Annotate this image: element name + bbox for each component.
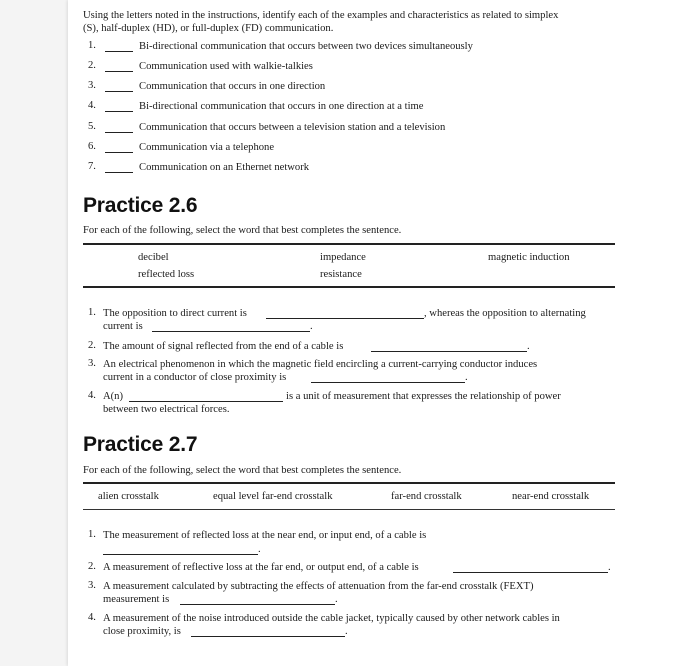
question-text: .	[608, 562, 611, 573]
section-instruction: For each of the following, select the word that best completes the sentence.	[83, 225, 402, 236]
question-number: 3.	[88, 358, 96, 369]
item-number: 5.	[88, 121, 96, 132]
question-text: The opposition to direct current is	[103, 308, 247, 319]
question-text: A(n)	[103, 391, 124, 402]
word-bank-bottom-rule	[83, 286, 615, 288]
answer-blank[interactable]	[105, 123, 133, 133]
answer-blank[interactable]	[180, 595, 335, 605]
item-number: 4.	[88, 100, 96, 111]
question-text: between two electrical forces.	[103, 404, 230, 415]
intro-line-1: Using the letters noted in the instructions, identify each of the examples and characteristics as related to simplex	[83, 10, 559, 21]
word-bank-term: decibel	[138, 252, 169, 263]
answer-blank[interactable]	[105, 82, 133, 92]
word-bank-top-rule	[83, 482, 615, 484]
word-bank-term: impedance	[320, 252, 366, 263]
question-text: An electrical phenomenon in which the magnetic field encircling a current-carrying conductor induces	[103, 359, 538, 370]
word-bank-term: resistance	[320, 269, 362, 280]
word-bank-bottom-rule	[83, 509, 615, 510]
item-number: 3.	[88, 80, 96, 91]
question-text: .	[465, 372, 468, 383]
answer-blank[interactable]	[105, 163, 133, 173]
question-text: .	[258, 544, 261, 555]
question-text: The measurement of reflected loss at the near end, or input end, of a cable is	[103, 530, 427, 541]
item-number: 2.	[88, 60, 96, 71]
question-text: .	[310, 321, 313, 332]
section-title-practice-2-6: Practice 2.6	[83, 194, 198, 217]
answer-blank[interactable]	[453, 563, 608, 573]
question-text: is a unit of measurement that expresses the relationship of power	[286, 391, 561, 402]
word-bank-term: reflected loss	[138, 269, 195, 280]
answer-blank[interactable]	[152, 322, 310, 332]
question-text: .	[345, 626, 348, 637]
word-bank-term: alien crosstalk	[98, 491, 159, 502]
question-text: measurement is	[103, 594, 170, 605]
section-title-practice-2-7: Practice 2.7	[83, 433, 198, 456]
answer-blank[interactable]	[105, 143, 133, 153]
section-instruction: For each of the following, select the word that best completes the sentence.	[83, 465, 402, 476]
question-text: A measurement of reflective loss at the far end, or output end, of a cable is	[103, 562, 419, 573]
question-text: , whereas the opposition to alternating	[424, 308, 586, 319]
word-bank-term: near-end crosstalk	[512, 491, 590, 502]
answer-blank[interactable]	[105, 62, 133, 72]
answer-blank[interactable]	[105, 102, 133, 112]
item-text: Communication via a telephone	[139, 142, 275, 153]
answer-blank[interactable]	[103, 545, 258, 555]
item-text: Bi-directional communication that occurs between two devices simultaneously	[139, 41, 473, 52]
question-number: 2.	[88, 561, 96, 572]
answer-blank[interactable]	[191, 627, 345, 637]
question-text: A measurement of the noise introduced outside the cable jacket, typically caused by other network cables in	[103, 613, 560, 624]
answer-blank[interactable]	[266, 309, 424, 319]
answer-blank[interactable]	[105, 42, 133, 52]
answer-blank[interactable]	[371, 342, 527, 352]
question-number: 2.	[88, 340, 96, 351]
item-text: Communication used with walkie-talkies	[139, 61, 313, 72]
item-text: Communication that occurs between a television station and a television	[139, 122, 446, 133]
question-number: 1.	[88, 529, 96, 540]
item-text: Bi-directional communication that occurs in one direction at a time	[139, 101, 424, 112]
question-text: .	[335, 594, 338, 605]
item-number: 6.	[88, 141, 96, 152]
worksheet-page	[68, 0, 700, 666]
word-bank-top-rule	[83, 243, 615, 245]
question-number: 3.	[88, 580, 96, 591]
item-number: 7.	[88, 161, 96, 172]
question-text: current is	[103, 321, 143, 332]
word-bank-term: equal level far-end crosstalk	[213, 491, 333, 502]
intro-line-2: (S), half-duplex (HD), or full-duplex (FD) communication.	[83, 23, 334, 34]
answer-blank[interactable]	[311, 373, 465, 383]
question-text: A measurement calculated by subtracting the effects of attenuation from the far-end crosstalk (FEXT)	[103, 581, 534, 592]
question-number: 1.	[88, 307, 96, 318]
question-text: .	[527, 341, 530, 352]
answer-blank[interactable]	[129, 392, 283, 402]
question-text: current in a conductor of close proximity is	[103, 372, 287, 383]
item-text: Communication that occurs in one direction	[139, 81, 326, 92]
word-bank-term: far-end crosstalk	[391, 491, 462, 502]
question-text: close proximity, is	[103, 626, 181, 637]
question-number: 4.	[88, 390, 96, 401]
question-number: 4.	[88, 612, 96, 623]
item-text: Communication on an Ethernet network	[139, 162, 310, 173]
item-number: 1.	[88, 40, 96, 51]
word-bank-term: magnetic induction	[488, 252, 570, 263]
question-text: The amount of signal reflected from the end of a cable is	[103, 341, 344, 352]
